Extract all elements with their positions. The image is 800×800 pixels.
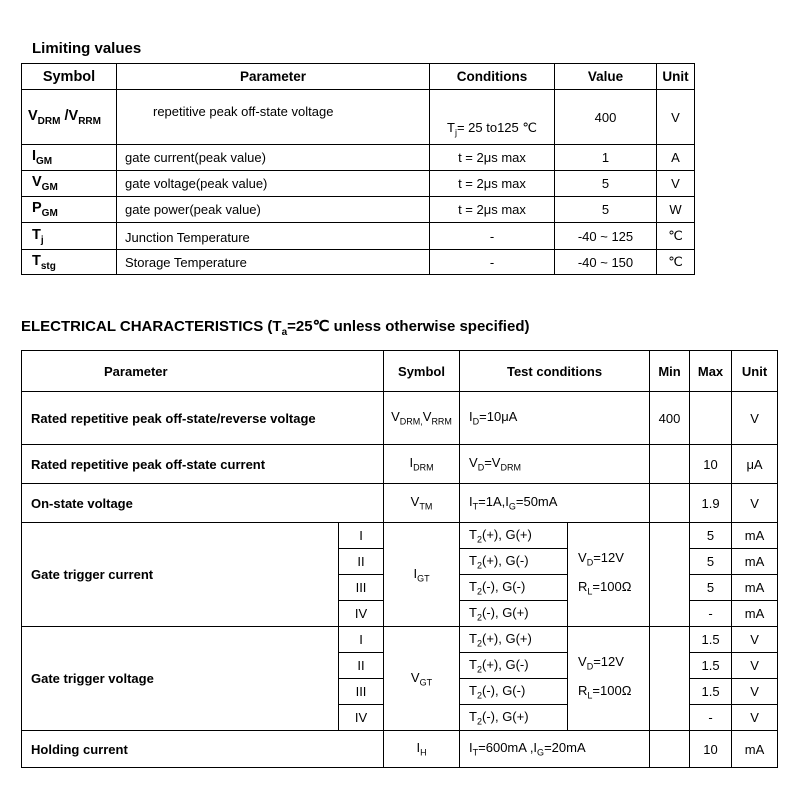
parameter-cell: gate current(peak value): [117, 145, 430, 171]
parameter-cell: Rated repetitive peak off-state current: [22, 445, 384, 484]
min-cell: 400: [650, 392, 690, 445]
value-cell: 5: [555, 171, 657, 197]
unit-cell: W: [657, 197, 695, 223]
conditions-cell: t = 2μs max: [430, 145, 555, 171]
max-cell: 5: [690, 575, 732, 601]
unit-cell: V: [732, 392, 778, 445]
parameter-cell: Holding current: [22, 731, 384, 768]
test-conditions-cell: $T_2(+)$, G(+): [460, 523, 568, 549]
quadrant-cell: III: [339, 575, 384, 601]
value-cell: 5: [555, 197, 657, 223]
unit-cell: mA: [732, 575, 778, 601]
max-cell: 1.5: [690, 627, 732, 653]
limiting-values-table: [21, 63, 695, 275]
quadrant-cell: IV: [339, 705, 384, 731]
parameter-cell: Rated repetitive peak off-state/reverse voltage: [22, 392, 384, 445]
unit-cell: ℃: [657, 250, 695, 275]
header-symbol: Symbol: [384, 351, 460, 392]
electrical-characteristics-title: ELECTRICAL CHARACTERISTICS ($T_a=25℃$ unless otherwise specified): [21, 318, 530, 338]
value-cell: 1: [555, 145, 657, 171]
symbol-cell: $T_j$: [22, 223, 117, 250]
unit-cell: mA: [732, 549, 778, 575]
test-conditions-cell: $I_T=600mA$ $,I_G=20mA$: [460, 731, 650, 768]
vd-rl-conditions-cell: $V_D=12V$ $R_L=100\Omega$: [568, 627, 650, 731]
vd-rl-conditions-cell: $V_D=12V$ $R_L=100\Omega$: [568, 523, 650, 627]
quadrant-cell: IV: [339, 601, 384, 627]
value-cell: -40 ~ 150: [555, 250, 657, 275]
parameter-cell: On-state voltage: [22, 484, 384, 523]
table-row: [22, 145, 695, 171]
min-cell: [650, 627, 690, 731]
parameter-cell: Storage Temperature: [117, 250, 430, 275]
header-unit: Unit: [732, 351, 778, 392]
parameter-cell: Gate trigger voltage: [22, 627, 339, 731]
header-unit: Unit: [657, 64, 695, 90]
symbol-cell: $V_{GT}$: [384, 627, 460, 731]
value-cell: -40 ~ 125: [555, 223, 657, 250]
table-row: [22, 197, 695, 223]
unit-cell: V: [732, 705, 778, 731]
table-row: [22, 484, 778, 523]
unit-cell: V: [732, 627, 778, 653]
max-cell: 10: [690, 731, 732, 768]
unit-cell: mA: [732, 601, 778, 627]
quadrant-cell: II: [339, 653, 384, 679]
test-conditions-cell: $T_2(-)$, G(+): [460, 705, 568, 731]
symbol-cell: $P_{GM}$: [22, 197, 117, 223]
header-min: Min: [650, 351, 690, 392]
test-conditions-cell: $T_2(-)$, G(+): [460, 601, 568, 627]
unit-cell: V: [657, 171, 695, 197]
unit-cell: V: [732, 484, 778, 523]
max-cell: [690, 392, 732, 445]
unit-cell: ℃: [657, 223, 695, 250]
header-test-conditions: Test conditions: [460, 351, 650, 392]
value-cell: 400: [555, 90, 657, 145]
unit-cell: μA: [732, 445, 778, 484]
table-row: [22, 445, 778, 484]
test-conditions-cell: $I_T=1A,I_G=50mA$: [460, 484, 650, 523]
test-conditions-cell: $T_2(+)$, G(-): [460, 653, 568, 679]
quadrant-cell: III: [339, 679, 384, 705]
min-cell: [650, 523, 690, 627]
conditions-cell: t = 2μs max: [430, 197, 555, 223]
table-header-row: [22, 351, 778, 392]
table-row: [22, 250, 695, 275]
table-row: [22, 90, 695, 145]
test-conditions-cell: $T_2(-)$, G(-): [460, 679, 568, 705]
quadrant-cell: I: [339, 627, 384, 653]
header-symbol: Symbol: [22, 64, 117, 90]
table-row: [22, 223, 695, 250]
table-row: [22, 627, 778, 653]
conditions-cell: -: [430, 250, 555, 275]
header-max: Max: [690, 351, 732, 392]
table-row: [22, 523, 778, 549]
conditions-cell: $T_j= 25$ to125 ℃: [430, 90, 555, 145]
symbol-cell: $V_{GM}$: [22, 171, 117, 197]
header-parameter: Parameter: [117, 64, 430, 90]
parameter-cell: gate voltage(peak value): [117, 171, 430, 197]
table-row: [22, 171, 695, 197]
max-cell: -: [690, 601, 732, 627]
table-row: [22, 392, 778, 445]
table-header-row: [22, 64, 695, 90]
parameter-cell: repetitive peak off-state voltage: [117, 90, 430, 145]
max-cell: 5: [690, 523, 732, 549]
symbol-cell: $I_{GM}$: [22, 145, 117, 171]
unit-cell: mA: [732, 523, 778, 549]
max-cell: -: [690, 705, 732, 731]
parameter-cell: gate power(peak value): [117, 197, 430, 223]
unit-cell: A: [657, 145, 695, 171]
quadrant-cell: II: [339, 549, 384, 575]
symbol-cell: $V_{DRM,}V_{RRM}$: [384, 392, 460, 445]
test-conditions-cell: $T_2(+)$, G(+): [460, 627, 568, 653]
header-parameter: Parameter: [22, 351, 384, 392]
test-conditions-cell: $V_D=V_{DRM}$: [460, 445, 650, 484]
conditions-cell: -: [430, 223, 555, 250]
min-cell: [650, 731, 690, 768]
unit-cell: mA: [732, 731, 778, 768]
min-cell: [650, 484, 690, 523]
quadrant-cell: I: [339, 523, 384, 549]
max-cell: 1.5: [690, 679, 732, 705]
parameter-cell: Gate trigger current: [22, 523, 339, 627]
electrical-characteristics-table: [21, 350, 778, 768]
symbol-cell: $V_{TM}$: [384, 484, 460, 523]
symbol-cell: $I_{DRM}$: [384, 445, 460, 484]
header-value: Value: [555, 64, 657, 90]
max-cell: 5: [690, 549, 732, 575]
symbol-cell: $I_{GT}$: [384, 523, 460, 627]
max-cell: 1.9: [690, 484, 732, 523]
limiting-values-title: Limiting values: [32, 40, 142, 57]
unit-cell: V: [732, 679, 778, 705]
test-conditions-cell: $T_2(-)$, G(-): [460, 575, 568, 601]
header-conditions: Conditions: [430, 64, 555, 90]
unit-cell: V: [732, 653, 778, 679]
symbol-cell: $V_{DRM}$ $/V_{RRM}$: [22, 90, 117, 145]
symbol-cell: $I_H$: [384, 731, 460, 768]
test-conditions-cell: $T_2(+)$, G(-): [460, 549, 568, 575]
conditions-cell: t = 2μs max: [430, 171, 555, 197]
unit-cell: V: [657, 90, 695, 145]
parameter-cell: Junction Temperature: [117, 223, 430, 250]
table-row: [22, 731, 778, 768]
test-conditions-cell: $I_D=10\mu A$: [460, 392, 650, 445]
max-cell: 1.5: [690, 653, 732, 679]
min-cell: [650, 445, 690, 484]
max-cell: 10: [690, 445, 732, 484]
symbol-cell: $T_{stg}$: [22, 250, 117, 275]
